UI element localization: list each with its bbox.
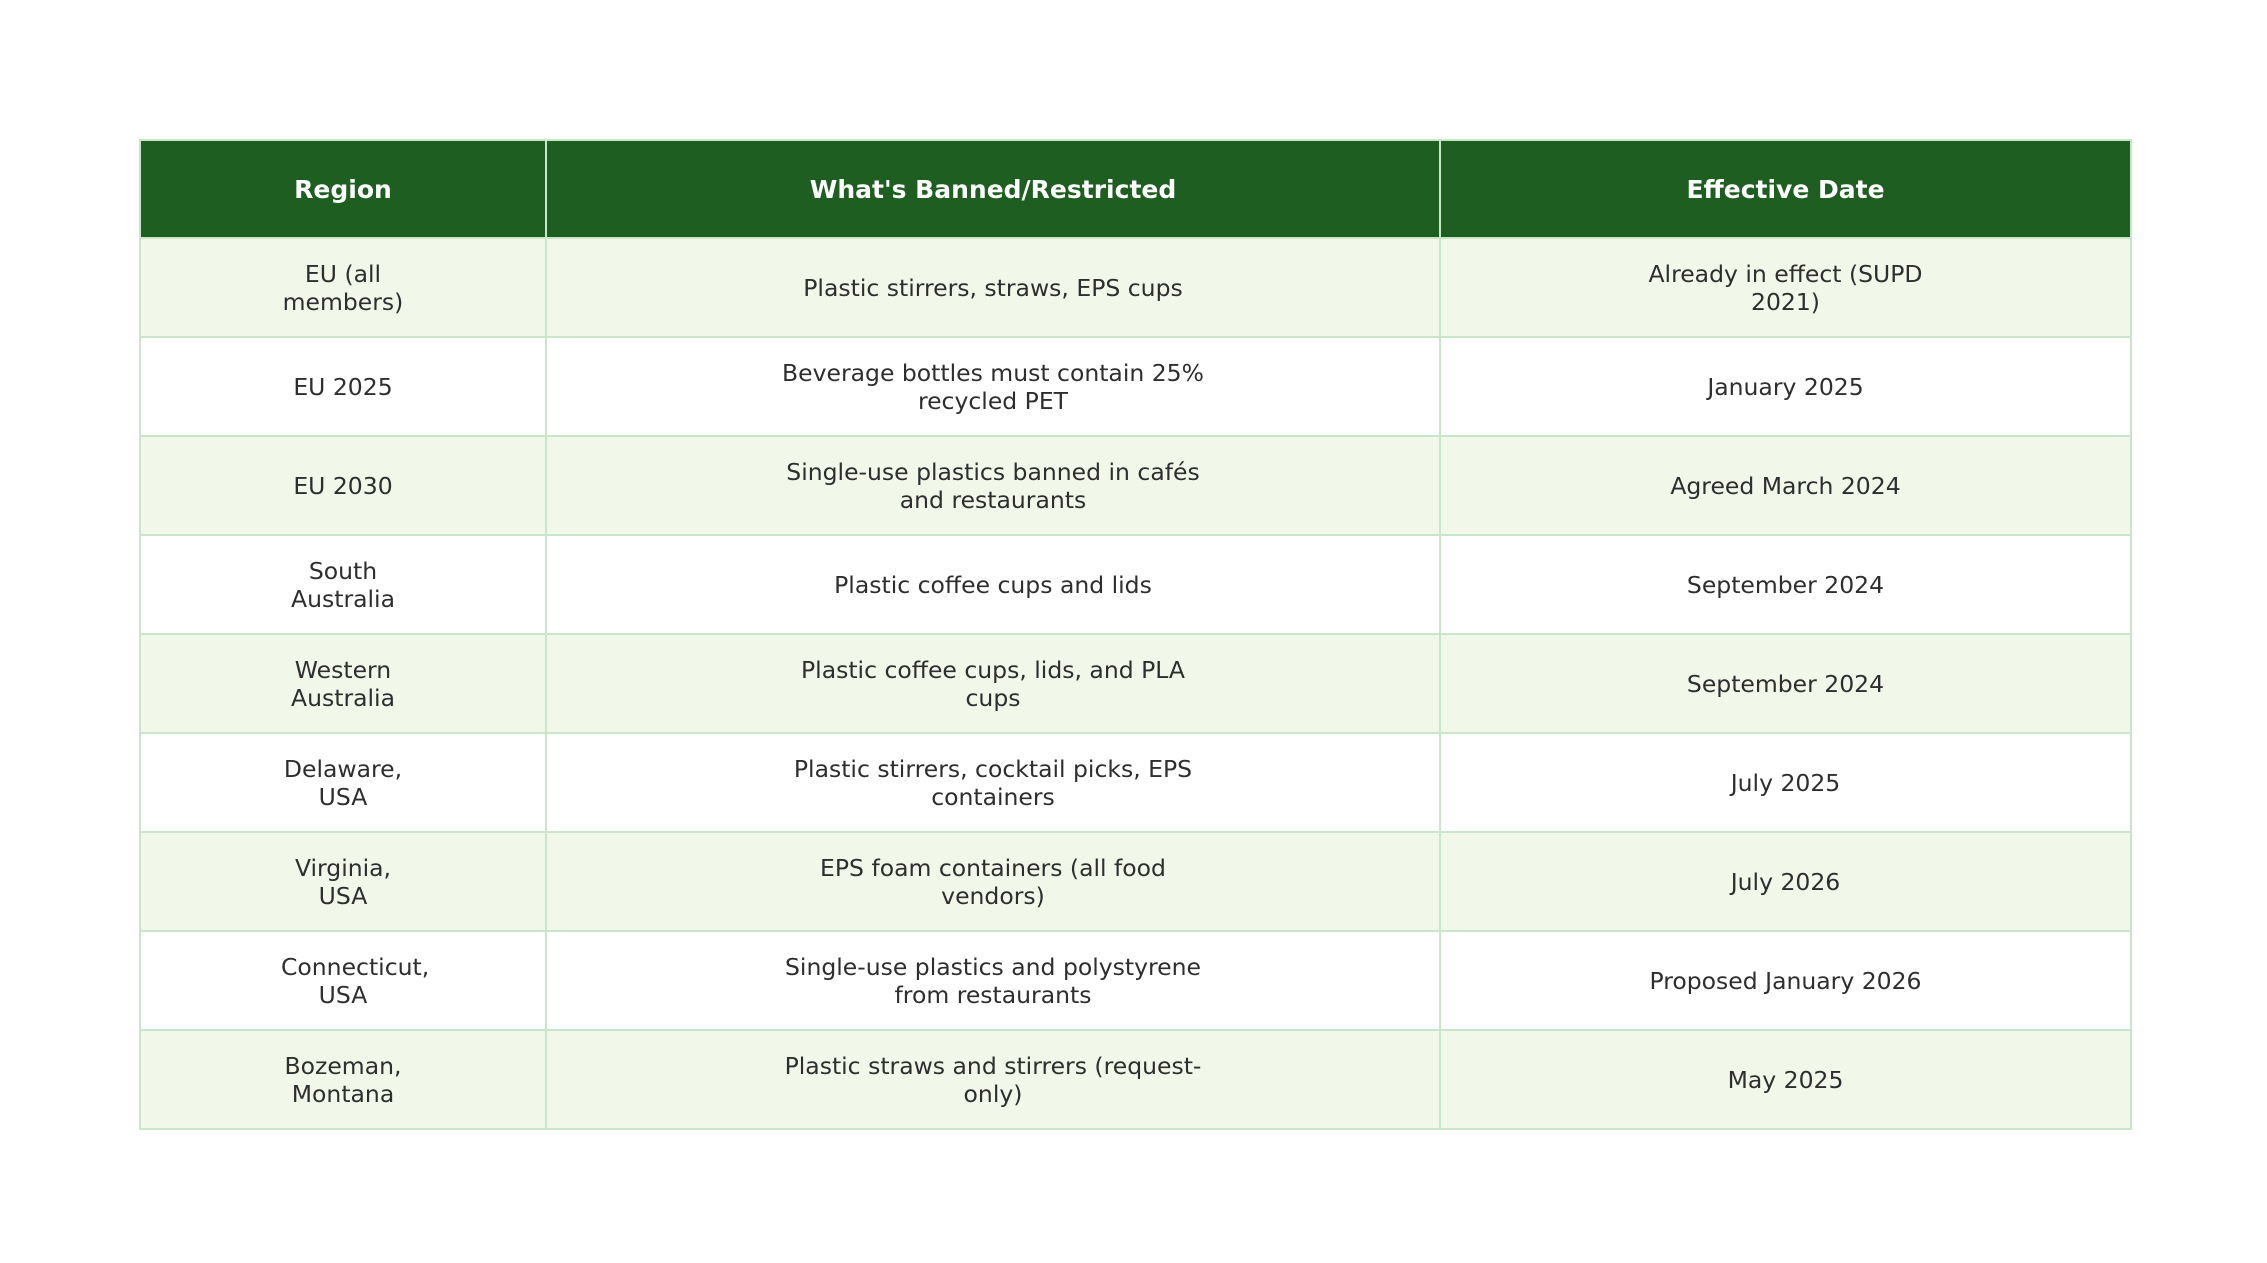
cell-restriction: Beverage bottles must contain 25% recycled PET [546, 337, 1440, 436]
cell-effective-date: September 2024 [1440, 634, 2131, 733]
cell-restriction: Plastic stirrers, straws, EPS cups [546, 238, 1440, 337]
cell-region: EU (all members) [140, 238, 546, 337]
cell-region: South Australia [140, 535, 546, 634]
cell-region: Western Australia [140, 634, 546, 733]
cell-region: Bozeman, Montana [140, 1030, 546, 1129]
column-header-effective-date: Effective Date [1440, 140, 2131, 238]
cell-effective-date: Proposed January 2026 [1440, 931, 2131, 1030]
cell-restriction: Single-use plastics and polystyrene from restaurants [546, 931, 1440, 1030]
table-row [140, 238, 2131, 337]
cell-region: EU 2030 [140, 436, 546, 535]
cell-effective-date: Agreed March 2024 [1440, 436, 2131, 535]
column-header-restriction: What's Banned/Restricted [546, 140, 1440, 238]
table-header-row [140, 140, 2131, 238]
cell-effective-date: July 2026 [1440, 832, 2131, 931]
table-body [140, 238, 2131, 1129]
cell-region: EU 2025 [140, 337, 546, 436]
table-row [140, 931, 2131, 1030]
table-row [140, 733, 2131, 832]
cell-restriction: EPS foam containers (all food vendors) [546, 832, 1440, 931]
cell-region: Delaware, USA [140, 733, 546, 832]
cell-restriction: Plastic coffee cups, lids, and PLA cups [546, 634, 1440, 733]
cell-restriction: Single-use plastics banned in cafés and restaurants [546, 436, 1440, 535]
table-row [140, 337, 2131, 436]
cell-restriction: Plastic straws and stirrers (request-only) [546, 1030, 1440, 1129]
cell-effective-date: July 2025 [1440, 733, 2131, 832]
table-row [140, 634, 2131, 733]
table-row [140, 436, 2131, 535]
cell-effective-date: Already in effect (SUPD 2021) [1440, 238, 2131, 337]
cell-region: Virginia, USA [140, 832, 546, 931]
regulations-table-container [139, 139, 2130, 1130]
table-row [140, 1030, 2131, 1129]
cell-restriction: Plastic coffee cups and lids [546, 535, 1440, 634]
cell-effective-date: January 2025 [1440, 337, 2131, 436]
column-header-region: Region [140, 140, 546, 238]
cell-effective-date: May 2025 [1440, 1030, 2131, 1129]
table-row [140, 535, 2131, 634]
cell-region: Connecticut, USA [140, 931, 546, 1030]
cell-effective-date: September 2024 [1440, 535, 2131, 634]
table-row [140, 832, 2131, 931]
cell-restriction: Plastic stirrers, cocktail picks, EPS containers [546, 733, 1440, 832]
regulations-table [139, 139, 2132, 1130]
